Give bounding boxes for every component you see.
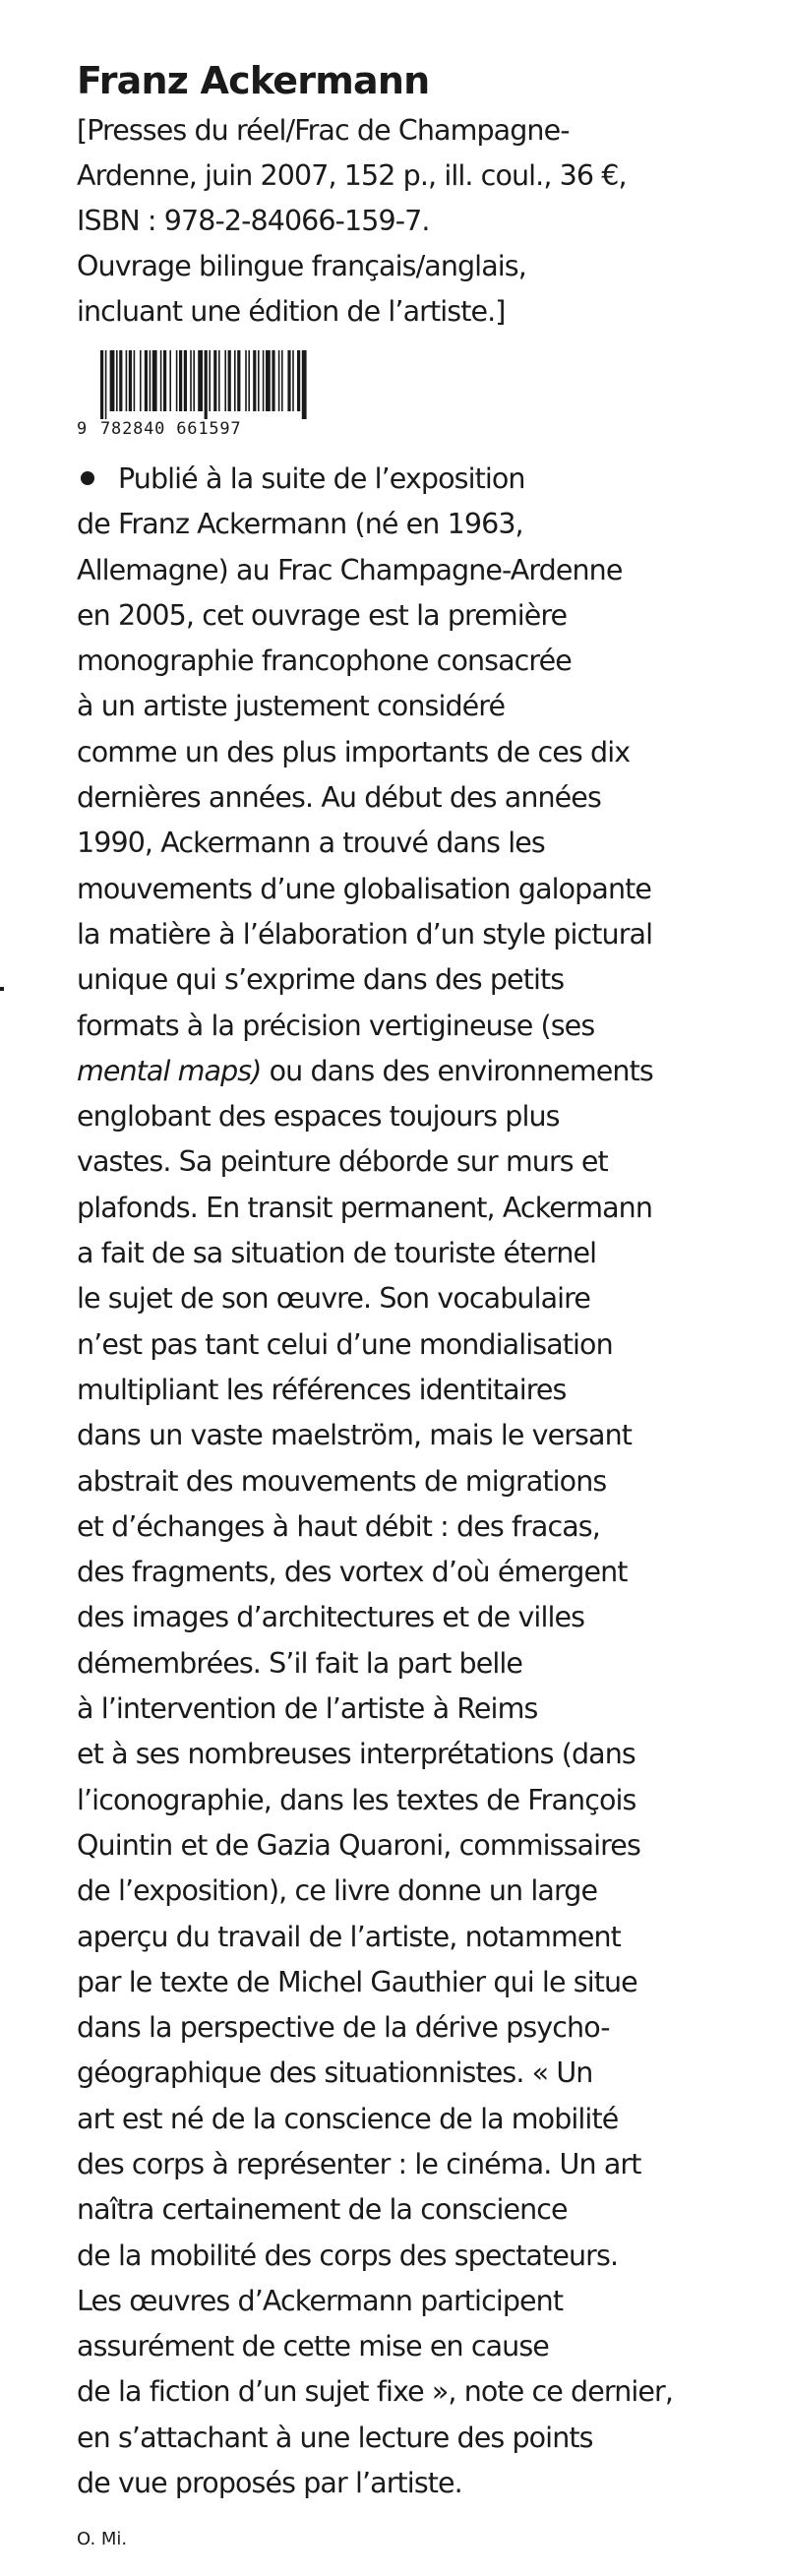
barcode-bar	[134, 350, 136, 411]
biblio-line: ISBN : 978-2-84066-159-7.	[77, 205, 430, 237]
text-line: et d’échanges à haut débit : des fracas,	[77, 1509, 600, 1543]
text-line: démembrées. S’il fait la part belle	[77, 1646, 523, 1680]
text-line: 1990, Ackermann a trouvé dans les	[77, 827, 545, 860]
text-line: mouvements d’une globalisation galopante	[77, 872, 652, 905]
text-line: aperçu du travail de l’artiste, notamment	[77, 1920, 621, 1953]
isbn-barcode	[77, 350, 313, 445]
review-text	[77, 457, 706, 2506]
text-line: Quintin et de Gazia Quaroni, commissaires	[77, 1828, 640, 1862]
biblio-line: Ardenne, juin 2007, 152 p., ill. coul., 36 €,	[77, 159, 627, 192]
text-line: la matière à l’élaboration d’un style pictural	[77, 917, 653, 951]
barcode-bar	[253, 350, 256, 411]
text-line: art est né de la conscience de la mobilité	[77, 2102, 619, 2135]
text-line: comme un des plus importants de ces dix	[77, 735, 631, 768]
barcode-bar	[105, 350, 107, 419]
barcode-bar	[209, 350, 211, 411]
barcode-bar	[126, 350, 128, 411]
barcode-bar	[245, 350, 247, 411]
text-line: l’iconographie, dans les textes de François	[77, 1783, 636, 1816]
barcode-bar	[205, 350, 208, 419]
barcode-bar	[176, 350, 178, 411]
barcode-bar	[278, 350, 280, 411]
barcode-bar	[234, 350, 236, 411]
barcode-bar	[263, 350, 265, 411]
text-line: dans un vaste maelström, mais le versant	[77, 1419, 633, 1452]
barcode-bar	[152, 350, 157, 411]
barcode-bar	[145, 350, 148, 411]
barcode-bar	[281, 350, 283, 411]
text-line: Allemagne) au Frac Champagne-Ardenne	[77, 553, 623, 586]
text-line: naîtra certainement de la conscience	[77, 2193, 568, 2227]
barcode-bar	[287, 350, 290, 411]
barcode-first-digit: 9	[77, 419, 88, 439]
text-line: abstrait des mouvements de migrations	[77, 1464, 607, 1498]
barcode-bar	[237, 350, 240, 411]
text-line: des fragments, des vortex d’où émergent	[77, 1556, 628, 1589]
barcode-bar	[190, 350, 192, 411]
bullet-icon	[81, 471, 94, 485]
barcode-bar	[272, 350, 274, 411]
biblio-line: [Presses du réel/Frac de Champagne-	[77, 114, 570, 147]
barcode-number: 782840 661597	[100, 419, 242, 439]
barcode-bar	[266, 350, 271, 411]
text-line: formats à la précision vertigineuse (ses	[77, 1009, 595, 1042]
text-line: des images d’architectures et de villes	[77, 1601, 585, 1634]
text-line: de la mobilité des corps des spectateurs.	[77, 2239, 619, 2272]
text-line: englobant des espaces toujours plus	[77, 1100, 560, 1134]
text-line: unique qui s’exprime dans des petits	[77, 963, 565, 997]
barcode-bar	[218, 350, 220, 411]
barcode-bar	[179, 350, 182, 411]
biblio-line: incluant une édition de l’artiste.]	[77, 295, 506, 328]
text-line: monographie francophone consacrée	[77, 644, 572, 678]
text-line: assurément de cette mise en cause	[77, 2330, 549, 2363]
text-line: et à ses nombreuses interprétations (dans	[77, 1738, 636, 1771]
text-line: a fait de sa situation de touriste éternel	[77, 1237, 597, 1270]
text-line: Publié à la suite de l’exposition	[77, 457, 706, 502]
barcode-bar	[292, 350, 294, 411]
barcode-bar	[258, 350, 260, 411]
text-line: de l’exposition), ce livre donne un large	[77, 1874, 598, 1908]
text-line: à un artiste justement considéré	[77, 690, 506, 723]
text-line: des corps à représenter : le cinéma. Un art	[77, 2147, 641, 2180]
author-signature: O. Mi.	[77, 2529, 128, 2549]
barcode-bar	[213, 350, 216, 411]
barcode-bar	[150, 350, 151, 411]
text-line: plafonds. En transit permanent, Ackermann	[77, 1191, 652, 1224]
text-line: multipliant les références identitaires	[77, 1373, 567, 1406]
barcode-bar	[100, 350, 103, 419]
barcode-bar	[140, 350, 142, 411]
barcode-bar	[160, 350, 162, 411]
bibliographic-info	[77, 108, 706, 335]
barcode-bar	[163, 350, 166, 411]
text-line: en s’attachant à une lecture des points	[77, 2421, 593, 2454]
text-line: le sujet de son œuvre. Son vocabulaire	[77, 1282, 590, 1316]
text-line: de la fiction d’un sujet fixe », note ce dernier,	[77, 2375, 673, 2409]
barcode-bar	[198, 350, 203, 411]
barcode-bar	[116, 350, 118, 411]
text-line: de vue proposés par l’artiste.	[77, 2467, 462, 2500]
text-line: vastes. Sa peinture déborde sur murs et	[77, 1145, 608, 1179]
barcode-bar	[193, 350, 195, 411]
review-entry	[77, 57, 706, 2506]
text-line: dans la perspective de la dérive psycho-	[77, 2011, 610, 2045]
barcode-bar	[119, 350, 122, 411]
barcode-bar	[302, 350, 307, 419]
barcode-bar	[224, 350, 226, 411]
text-line: de Franz Ackermann (né en 1963,	[77, 508, 523, 541]
barcode-bar	[169, 350, 171, 411]
text-line: à l’intervention de l’artiste à Reims	[77, 1692, 538, 1726]
text-line: par le texte de Michel Gauthier qui le situe	[77, 1965, 637, 1998]
margin-mark	[0, 987, 4, 991]
barcode-bar	[228, 350, 231, 411]
barcode-bar	[297, 350, 300, 411]
barcode-bar	[184, 350, 187, 411]
barcode-bar	[248, 350, 250, 411]
text-line: mental maps) ou dans des environnements	[77, 1054, 653, 1087]
text-line: n’est pas tant celui d’une mondialisation	[77, 1327, 613, 1361]
italic-title: mental maps)	[77, 1054, 262, 1087]
biblio-line: Ouvrage bilingue français/anglais,	[77, 250, 526, 282]
text-line: dernières années. Au début des années	[77, 781, 601, 815]
text-line: géographique des situationnistes. « Un	[77, 2056, 593, 2090]
text-line: en 2005, cet ouvrage est la première	[77, 598, 568, 632]
barcode-bars	[77, 350, 313, 421]
barcode-bar	[110, 350, 115, 411]
barcode-bar	[129, 350, 132, 411]
text-line: Les œuvres d’Ackermann participent	[77, 2284, 564, 2317]
book-title: Franz Ackermann	[77, 59, 430, 102]
